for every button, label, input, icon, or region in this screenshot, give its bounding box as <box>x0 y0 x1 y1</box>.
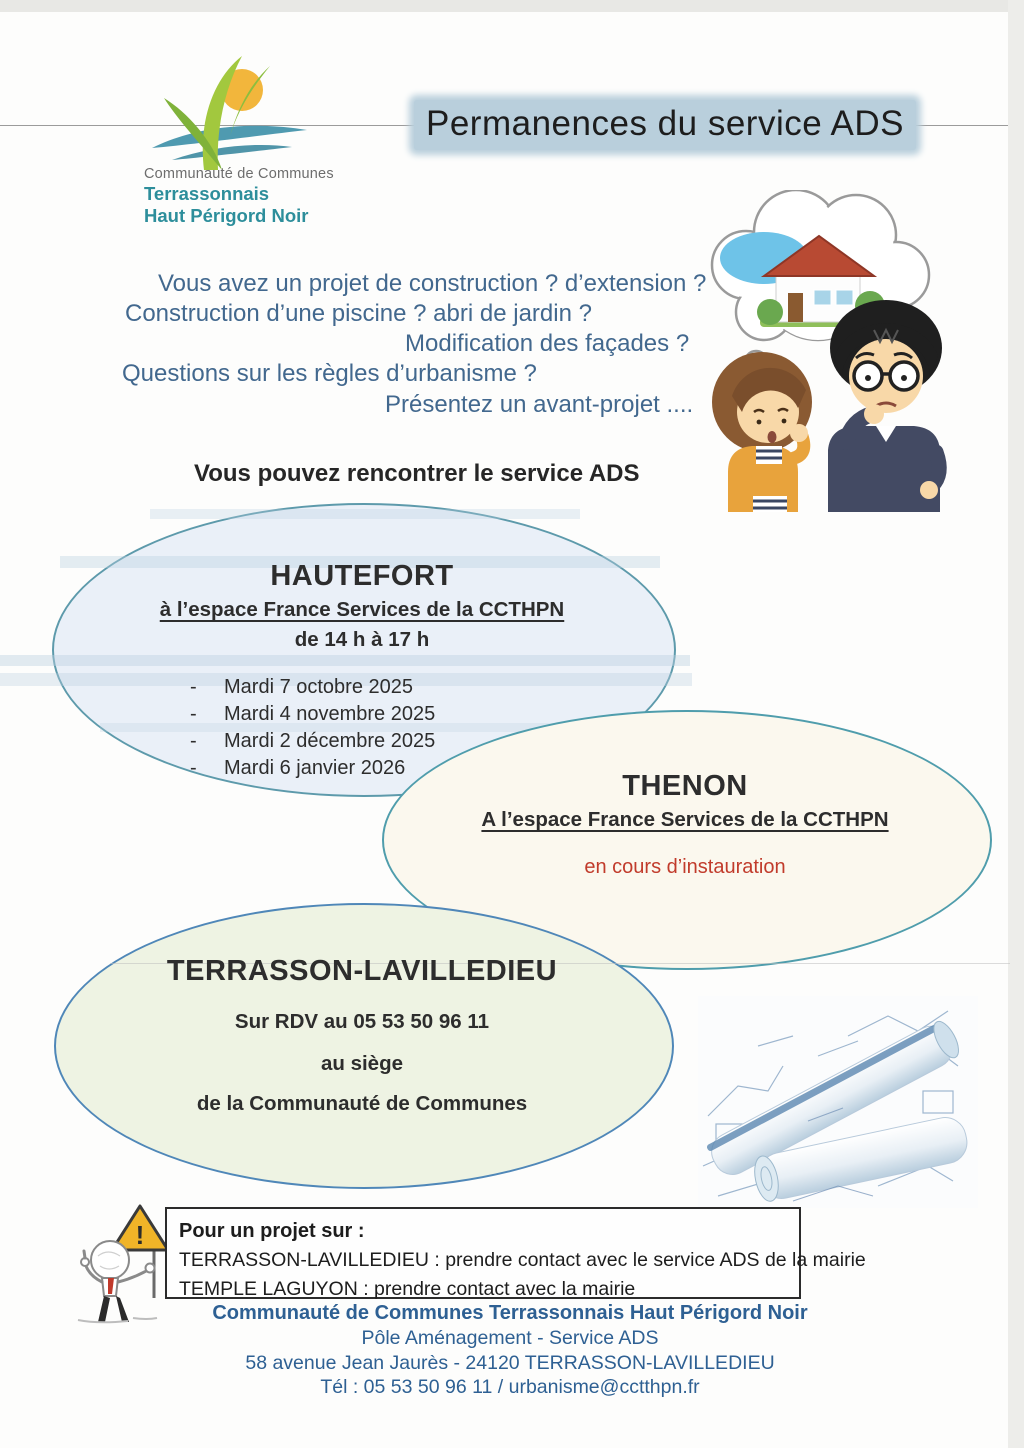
sketch-person-icon <box>78 1241 157 1322</box>
date-item <box>190 674 435 701</box>
date-item <box>190 701 435 728</box>
notice-box <box>165 1207 866 1300</box>
footer-address: 58 avenue Jean Jaurès - 24120 TERRASSON-LAVILLEDIEU <box>245 1351 775 1374</box>
date-label: Mardi 4 novembre 2025 <box>224 703 436 725</box>
thenon-place: A l’espace France Services de la CCTHPN <box>481 808 889 831</box>
logo-icon <box>142 50 342 170</box>
question-line: Construction d’une piscine ? abri de jardin ? <box>125 300 592 327</box>
date-label: Mardi 7 octobre 2025 <box>224 676 414 698</box>
logo-name-line1: Terrassonnais <box>144 183 270 205</box>
hautefort-place: à l’espace France Services de la CCTHPN <box>159 598 565 621</box>
thinking-couple-illustration <box>698 190 966 520</box>
date-item <box>190 728 435 755</box>
scan-edge-top <box>0 0 1024 12</box>
hautefort-title: HAUTEFORT <box>270 560 454 592</box>
thenon-title: THENON <box>622 770 748 802</box>
hautefort-dates-list <box>190 674 435 782</box>
date-label: Mardi 6 janvier 2026 <box>224 757 406 779</box>
terrasson-ellipse <box>54 903 674 1189</box>
page-title-text: Permanences du service ADS <box>414 100 916 150</box>
footer-service: Pôle Aménagement - Service ADS <box>361 1327 659 1349</box>
footer-org: Communauté de Communes Terrassonnais Haut Périgord Noir <box>212 1302 808 1324</box>
bullet: - <box>190 703 197 725</box>
footer-contact: Tél : 05 53 50 96 11 / urbanisme@cctthpn.fr <box>320 1376 700 1398</box>
woman-figure <box>712 352 812 512</box>
terrasson-cc-line: de la Communauté de Communes <box>196 1092 528 1115</box>
terrasson-rdv-line: Sur RDV au 05 53 50 96 11 <box>234 1010 490 1033</box>
blueprint-photo <box>698 996 978 1208</box>
thenon-status: en cours d’instauration <box>584 856 786 878</box>
question-line: Questions sur les règles d’urbanisme ? <box>122 360 537 387</box>
bullet: - <box>190 676 197 698</box>
scan-edge-right <box>1008 0 1024 1448</box>
hautefort-hours: de 14 h à 17 h <box>294 628 430 651</box>
footer <box>160 1301 860 1400</box>
question-line: Vous avez un projet de construction ? d’extension ? <box>158 270 707 297</box>
bullet: - <box>190 757 197 779</box>
notice-line-temple: TEMPLE LAGUYON : prendre contact avec la mairie <box>179 1278 636 1300</box>
date-label: Mardi 2 décembre 2025 <box>224 730 436 752</box>
man-figure <box>828 300 942 512</box>
svg-text:!: ! <box>135 1220 145 1250</box>
bullet: - <box>190 730 197 752</box>
logo-org-line: Communauté de Communes <box>144 166 334 182</box>
notice-line-terrasson: TERRASSON-LAVILLEDIEU : prendre contact avec le service ADS de la mairie <box>179 1249 866 1271</box>
terrasson-siege-line: au siège <box>320 1052 404 1075</box>
page-title <box>414 100 916 150</box>
logo <box>142 50 402 240</box>
logo-name-line2: Haut Périgord Noir <box>144 204 309 226</box>
question-line: Présentez un avant-projet .... <box>385 391 694 418</box>
terrasson-title: TERRASSON-LAVILLEDIEU <box>166 955 558 987</box>
question-line: Modification des façades ? <box>405 330 690 357</box>
notice-title: Pour un projet sur : <box>179 1220 365 1242</box>
meet-service-line: Vous pouvez rencontrer le service ADS <box>194 460 640 487</box>
